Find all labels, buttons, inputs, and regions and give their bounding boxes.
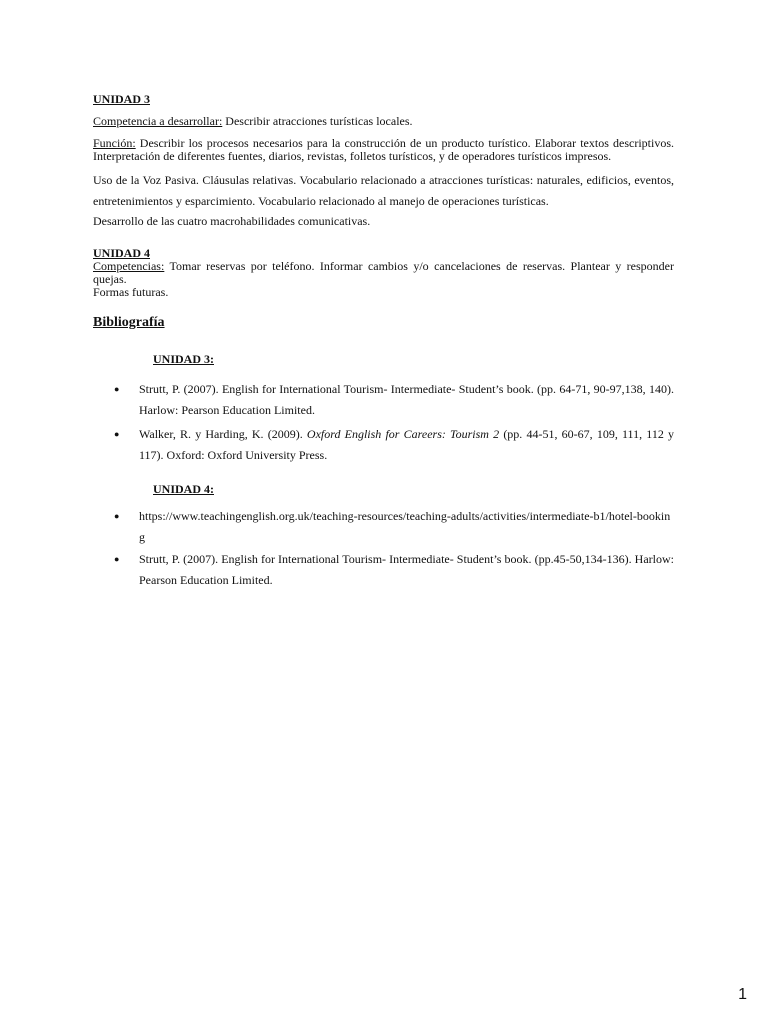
reference-text: Strutt, P. (2007). English for International Tourism- Intermediate- Student’s book. (pp. 64-71, 90-97,138, 140). Harlow: Pearson Education Limited. [139,381,674,417]
unidad3-title: UNIDAD 3 [93,92,150,106]
competencia-label: Competencia a desarrollar: [93,114,223,128]
bullet-icon: ● [114,553,120,564]
biblio-unidad3-list [93,379,674,467]
competencias-text: Tomar reservas por teléfono. Informar cambios y/o cancelaciones de reservas. Plantear y responder quejas. [93,258,674,286]
bibliografia-title: Bibliografía [93,314,165,330]
reference-text: Strutt, P. (2007). English for International Tourism- Intermediate- Student’s book. (pp.45-50,134-136). Harlow: Pearson Education Limited. [139,551,674,587]
reference-title: Oxford English for Careers: Tourism 2 [306,426,500,441]
bullet-icon: ● [114,383,120,394]
bullet-icon: ● [114,428,120,439]
reference-post: (pp. 44-51, 60-67, 109, 111, 112 y 117). Oxford: Oxford University Press. [139,426,675,462]
unidad4-title: UNIDAD 4 [93,245,150,260]
list-item [93,379,674,422]
biblio-unidad4-label: UNIDAD 4: [153,481,214,496]
reference-link[interactable]: https://www.teachingenglish.org.uk/teaching-resources/teaching-adults/activities/intermediate-b1/hotel-booking [139,508,671,544]
reference-pre: Walker, R. y Harding, K. (2009). [139,426,307,441]
unidad4-formas: Formas futuras. [93,284,169,299]
unidad3-desarrollo: Desarrollo de las cuatro macrohabilidades comunicativas. [93,214,371,228]
unidad3-funcion [93,137,674,163]
unidad3-competencia [93,115,674,128]
document-page [93,93,674,592]
competencia-text: Describir atracciones turísticas locales. [222,114,413,128]
biblio-unidad3-label: UNIDAD 3: [153,351,214,366]
page-number: 1 [738,986,747,1003]
list-item [93,549,674,592]
unidad3-uso: Uso de la Voz Pasiva. Cláusulas relativas. Vocabulario relacionado a atracciones turísticas: naturales, edificios, eventos, entretenimientos y esparcimiento. Vocabulario relacionado al manejo de operaciones turísticas. [93,173,674,208]
biblio-unidad4-list [93,506,674,592]
list-item [93,424,674,467]
list-item [93,506,674,549]
unidad4-competencias [93,260,674,286]
funcion-label: Función: [93,136,136,150]
bullet-icon: ● [114,510,120,521]
competencias-label: Competencias: [93,258,165,273]
funcion-text: Describir los procesos necesarios para la construcción de un producto turístico. Elaborar textos descriptivos. Interpretación de diferentes fuentes, diarios, revistas, folletos turísticos, y de operadores turísticos impresos. [93,136,674,163]
